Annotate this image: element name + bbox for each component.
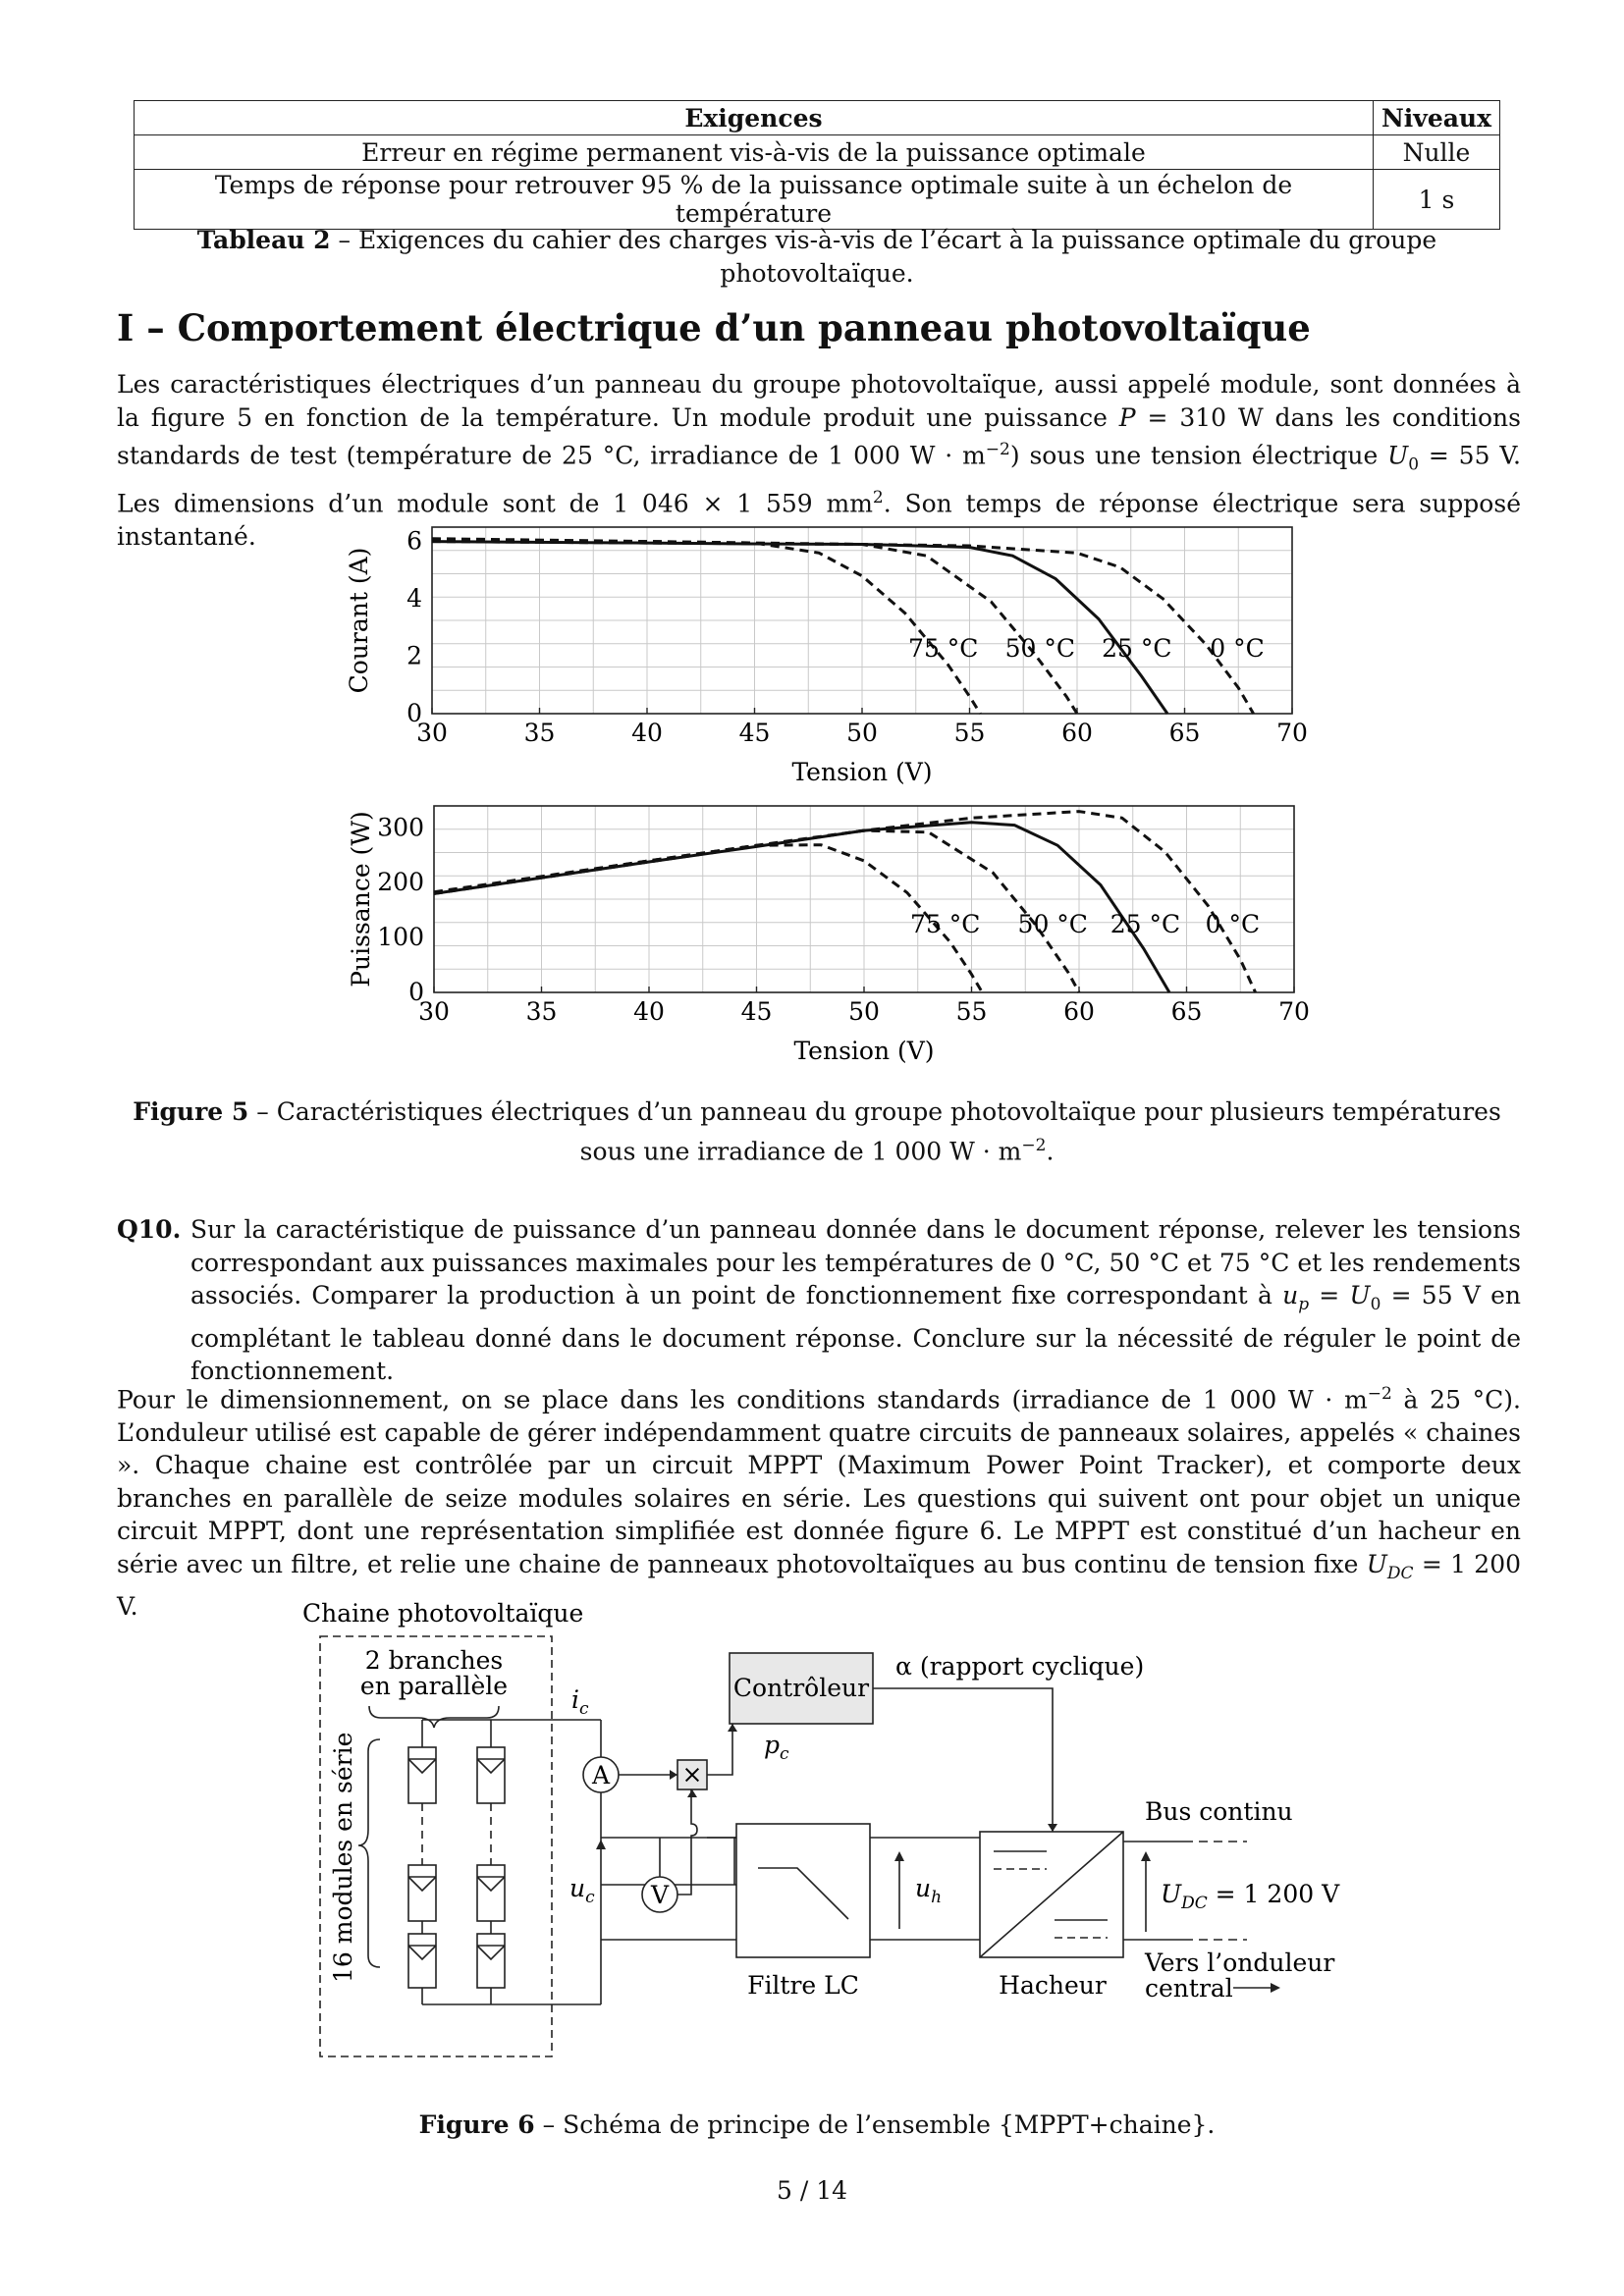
figure6-caption-label: Figure 6 — [418, 2110, 535, 2139]
pv-module-icon — [477, 1747, 505, 1803]
text: . — [1046, 1137, 1055, 1166]
bus-label: Bus continu — [1145, 1797, 1293, 1826]
x-tick-label: 55 — [955, 997, 988, 1026]
x-tick-label: 30 — [416, 719, 448, 747]
text: ) sous une tension électrique — [1009, 441, 1388, 470]
x-tick-label: 55 — [953, 719, 986, 747]
ammeter-label: A — [591, 1761, 611, 1789]
table-caption-text: – Exigences du cahier des charges vis-à-vis de l’écart à la puissance optimale du groupe photovoltaïque. — [330, 226, 1437, 288]
x-axis-label: Tension (V) — [793, 1037, 935, 1065]
section-title: I – Comportement électrique d’un panneau photovoltaïque — [117, 306, 1311, 349]
header-exigences: Exigences — [135, 101, 1374, 135]
branches-label-1: 2 branches — [364, 1646, 504, 1675]
pv-module-icon — [477, 1934, 505, 1988]
table-cell: Erreur en régime permanent vis-à-vis de la puissance optimale — [135, 135, 1374, 170]
text: U — [1366, 1549, 1387, 1578]
y-tick-label: 0 — [406, 699, 422, 727]
text: 2 — [872, 487, 884, 507]
question-text — [190, 1213, 1521, 1388]
x-tick-label: 65 — [1170, 997, 1203, 1026]
branches-brace — [369, 1706, 499, 1728]
y-tick-label: 100 — [377, 923, 424, 952]
chopper-label: Hacheur — [999, 1971, 1107, 2000]
text: U — [1387, 441, 1409, 470]
y-tick-label: 0 — [408, 978, 424, 1006]
header-niveaux: Niveaux — [1373, 101, 1499, 135]
figure6-caption — [128, 2109, 1506, 2142]
uh-label: $u_h$ — [915, 1874, 943, 1907]
table-cell: Temps de réponse pour retrouver 95 % de la puissance optimale suite à un échelon de température — [135, 170, 1374, 230]
pv-module-icon — [408, 1865, 436, 1921]
series-annotation: 50 °C — [1004, 633, 1075, 663]
modules-brace — [358, 1739, 380, 1967]
multiplier-label: × — [681, 1760, 703, 1789]
table-caption — [118, 224, 1516, 291]
figure6-caption-text: – Schéma de principe de l’ensemble {MPPT+chaine}. — [534, 2110, 1216, 2139]
paragraph-dimensioning — [117, 1378, 1521, 1624]
branch-wires — [422, 1720, 601, 2004]
x-tick-label: 45 — [738, 719, 771, 747]
series-line-0C — [432, 542, 1254, 714]
series-line-25C — [434, 823, 1169, 992]
y-tick-label: 200 — [377, 868, 424, 897]
x-tick-label: 30 — [418, 997, 450, 1026]
x-tick-label: 65 — [1168, 719, 1201, 747]
text: p — [1298, 1295, 1310, 1314]
figure6-diagram — [285, 1590, 1365, 2071]
text: . Son temps de réponse électrique sera supposé instantané. — [117, 489, 1521, 551]
x-tick-label: 60 — [1063, 997, 1095, 1026]
table-header-row — [135, 101, 1500, 135]
page-number: 5 / 14 — [776, 2176, 848, 2205]
series-annotation: 25 °C — [1102, 633, 1172, 663]
x-tick-label: 40 — [631, 719, 663, 747]
x-tick-label: 40 — [633, 997, 665, 1026]
udc-label: $U_{DC} = 1$ 200 V — [1161, 1880, 1340, 1913]
text: −2 — [1367, 1384, 1392, 1404]
uc-label: $u_c$ — [569, 1874, 595, 1907]
chain-label: Chaine photovoltaïque — [302, 1599, 584, 1628]
text: = 55 V en complétant le tableau donné dans le document réponse. Conclure sur la nécessité de réguler le point de fonctionnement. — [190, 1281, 1521, 1385]
x-tick-label: 50 — [848, 997, 880, 1026]
series-annotation: 0 °C — [1205, 910, 1261, 939]
controller-label: Contrôleur — [732, 1674, 870, 1702]
branches-label-2: en parallèle — [359, 1672, 509, 1700]
y-tick-label: 4 — [406, 584, 422, 614]
text: 0 — [1408, 454, 1420, 475]
table-cell: 1 s — [1373, 170, 1499, 230]
text: Sur la caractéristique de puissance d’un panneau donnée dans le document réponse, relever les tensions correspondant aux puissances maximales pour les températures de 0 °C, 50 °C et 75 °C et les rendements associés. Comparer la production à un point de fonctionnement fixe correspondant à — [190, 1215, 1521, 1309]
series-annotation: 50 °C — [1017, 910, 1088, 939]
table-caption-label: Tableau 2 — [196, 226, 331, 254]
y-axis-label: Puissance (W) — [347, 811, 375, 988]
y-tick-label: 2 — [406, 641, 422, 670]
text: = — [1309, 1281, 1350, 1309]
voltmeter-label: V — [650, 1881, 670, 1909]
modules-label: 16 modules en série — [329, 1732, 357, 1983]
text: = 55 V. Les dimensions d’un module sont de 1 046 × 1 559 mm — [117, 441, 1521, 518]
pv-module-icon — [477, 1865, 505, 1921]
figure5-caption-text: – Caractéristiques électriques d’un panneau du groupe photovoltaïque pour plusieurs températures sous une irradiance de 1 000 W · m — [248, 1097, 1501, 1166]
text: U — [1349, 1281, 1371, 1309]
text: = 1 200 V. — [117, 1549, 1521, 1622]
figure5-charts — [314, 515, 1316, 1085]
table-row — [135, 170, 1500, 230]
table-cell: Nulle — [1373, 135, 1499, 170]
requirements-table — [134, 100, 1500, 230]
figure5-caption-label: Figure 5 — [133, 1097, 249, 1126]
x-tick-label: 60 — [1061, 719, 1093, 747]
text: P — [1118, 402, 1136, 432]
x-axis-label: Tension (V) — [791, 758, 933, 786]
x-tick-label: 35 — [523, 719, 556, 747]
text: −2 — [985, 440, 1010, 459]
alpha-label: α (rapport cyclique) — [895, 1652, 1145, 1681]
y-tick-label: 300 — [377, 813, 424, 842]
x-tick-label: 70 — [1278, 997, 1310, 1026]
filter-box — [736, 1824, 870, 1957]
pv-module-icon — [408, 1934, 436, 1988]
series-annotation: 75 °C — [910, 910, 981, 939]
series-line-75C — [432, 539, 980, 714]
series-annotation: 25 °C — [1110, 910, 1181, 939]
text: = 310 W dans les conditions standards de test (température de 25 °C, irradiance de 1 000 W · m — [117, 402, 1521, 470]
power-wires — [601, 1838, 736, 1885]
text: Pour le dimensionnement, on se place dans les conditions standards (irradiance de 1 000 W · m — [117, 1385, 1368, 1415]
pc-label: $p_c$ — [764, 1731, 789, 1764]
series-line-75C — [434, 845, 982, 992]
text: à 25 °C). L’onduleur utilisé est capable de gérer indépendamment quatre circuits de panneaux solaires, appelés « chaines ». Chaque chaine est contrôlée par un circuit MPPT (Maximum Power Point Tracker), et comporte deux branches en parallèle de seize modules solaires en série. Les questions qui suivent ont pour objet un unique circuit MPPT, dont une représentation simplifiée est donnée figure 6. Le MPPT est constitué d’un hacheur en série avec un filtre, et relie une chaine de panneaux photovoltaïques au bus continu de tension fixe — [117, 1385, 1522, 1578]
series-line-0C — [434, 812, 1256, 992]
x-tick-label: 50 — [846, 719, 878, 747]
pv-modules — [408, 1747, 505, 1988]
table-row — [135, 135, 1500, 170]
ic-label: $i_c$ — [571, 1685, 589, 1719]
x-tick-label: 35 — [525, 997, 558, 1026]
pv-module-icon — [408, 1747, 436, 1803]
to-inverter-label-2: central — [1145, 1974, 1233, 2002]
text: −2 — [1021, 1136, 1047, 1155]
series-annotation: 75 °C — [908, 633, 979, 663]
question-label: Q10. — [117, 1215, 182, 1244]
y-axis-label: Courant (A) — [345, 547, 373, 694]
series-line-25C — [432, 542, 1167, 714]
text: DC — [1386, 1563, 1414, 1583]
y-tick-label: 6 — [406, 526, 422, 556]
figure5-caption — [128, 1095, 1506, 1168]
x-tick-label: 45 — [740, 997, 773, 1026]
x-tick-label: 70 — [1276, 719, 1308, 747]
chart-1 — [345, 527, 1308, 786]
text: Les caractéristiques électriques d’un panneau du groupe photovoltaïque, aussi appelé module, sont données à la figure 5 en fonction de la température. Un module produit une puissance — [117, 370, 1521, 432]
series-annotation: 0 °C — [1210, 633, 1265, 663]
chart-2 — [347, 806, 1310, 1065]
filter-label: Filtre LC — [747, 1971, 859, 2000]
text: 0 — [1370, 1295, 1381, 1314]
text: u — [1282, 1281, 1299, 1309]
to-inverter-label-1: Vers l’onduleur — [1145, 1949, 1335, 1977]
